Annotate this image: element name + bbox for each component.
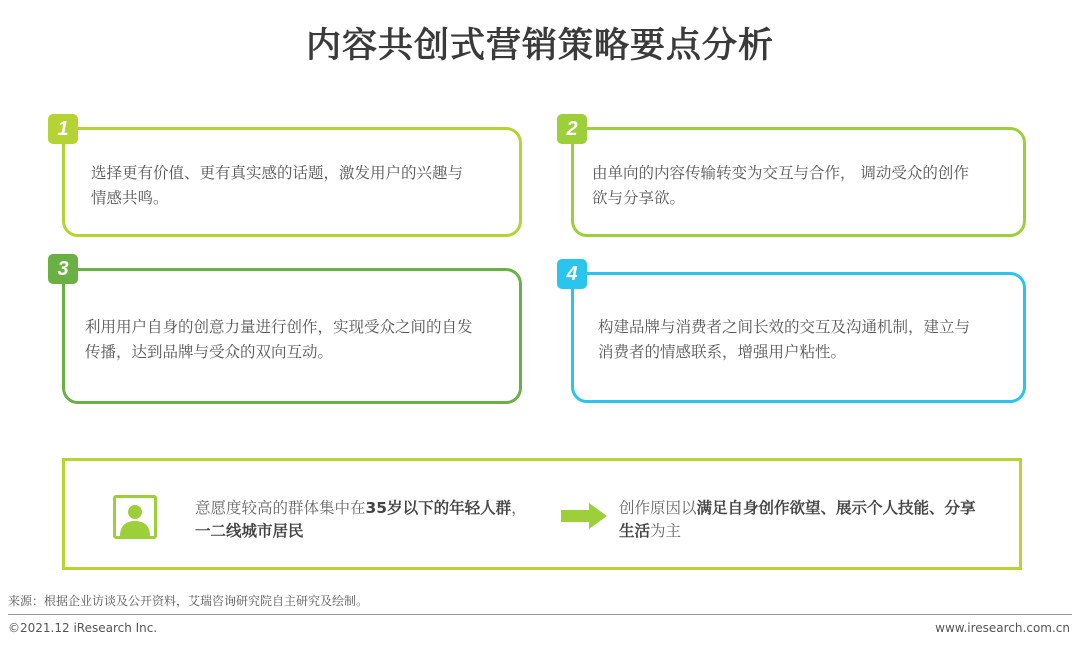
card-2-line-1: 由单向的内容传输转变为交互与合作， 调动受众的创作 xyxy=(592,164,969,182)
audience-text-plain-1: 意愿度较高的群体集中在 xyxy=(195,499,366,517)
summary-box xyxy=(62,458,1022,570)
motivation-text-bold-2: 生活 xyxy=(619,522,651,540)
website-link[interactable]: www.iresearch.com.cn xyxy=(935,621,1070,635)
card-3-number-badge: 3 xyxy=(48,254,78,284)
card-4-line-1: 构建品牌与消费者之间长效的交互及沟通机制，建立与 xyxy=(598,318,971,336)
strategy-card-1 xyxy=(62,127,522,237)
right-arrow-icon xyxy=(561,503,607,529)
card-3-line-2: 传播，达到品牌与受众的双向互动。 xyxy=(85,343,334,361)
footer-divider xyxy=(8,614,1072,615)
card-4-text xyxy=(598,315,970,365)
strategy-card-3 xyxy=(62,268,522,404)
audience-text-plain-2: ， xyxy=(511,499,527,517)
card-3-text xyxy=(85,315,473,365)
card-1-line-1: 选择更有价值、更有真实感的话题，激发用户的兴趣与 xyxy=(91,164,464,182)
motivation-text-plain-1: 创作原因以 xyxy=(619,499,697,517)
motivation-text-bold-1: 满足自身创作欲望、展示个人技能、分享 xyxy=(696,499,976,517)
audience-text-bold-2: 一二线城市居民 xyxy=(195,522,304,540)
strategy-card-4 xyxy=(571,272,1026,403)
card-1-text xyxy=(91,161,463,211)
audience-text xyxy=(195,497,527,543)
card-1-number-badge: 1 xyxy=(48,114,78,144)
source-note: 来源：根据企业访谈及公开资料，艾瑞咨询研究院自主研究及绘制。 xyxy=(8,594,369,608)
person-icon xyxy=(113,495,157,539)
motivation-text-plain-2: 为主 xyxy=(650,522,682,540)
card-2-number-badge: 2 xyxy=(557,114,587,144)
card-3-line-1: 利用用户自身的创意力量进行创作，实现受众之间的自发 xyxy=(85,318,473,336)
card-2-text xyxy=(592,161,969,211)
audience-text-bold-1: 35岁以下的年轻人群 xyxy=(365,499,512,517)
card-4-line-2: 消费者的情感联系，增强用户粘性。 xyxy=(598,343,847,361)
card-2-line-2: 欲与分享欲。 xyxy=(592,189,686,207)
card-4-number-badge: 4 xyxy=(557,259,587,289)
motivation-text xyxy=(619,497,976,543)
copyright: ©2021.12 iResearch Inc. xyxy=(8,621,158,635)
card-1-line-2: 情感共鸣。 xyxy=(91,189,169,207)
strategy-card-2 xyxy=(571,127,1026,237)
page-title: 内容共创式营销策略要点分析 xyxy=(305,26,774,66)
